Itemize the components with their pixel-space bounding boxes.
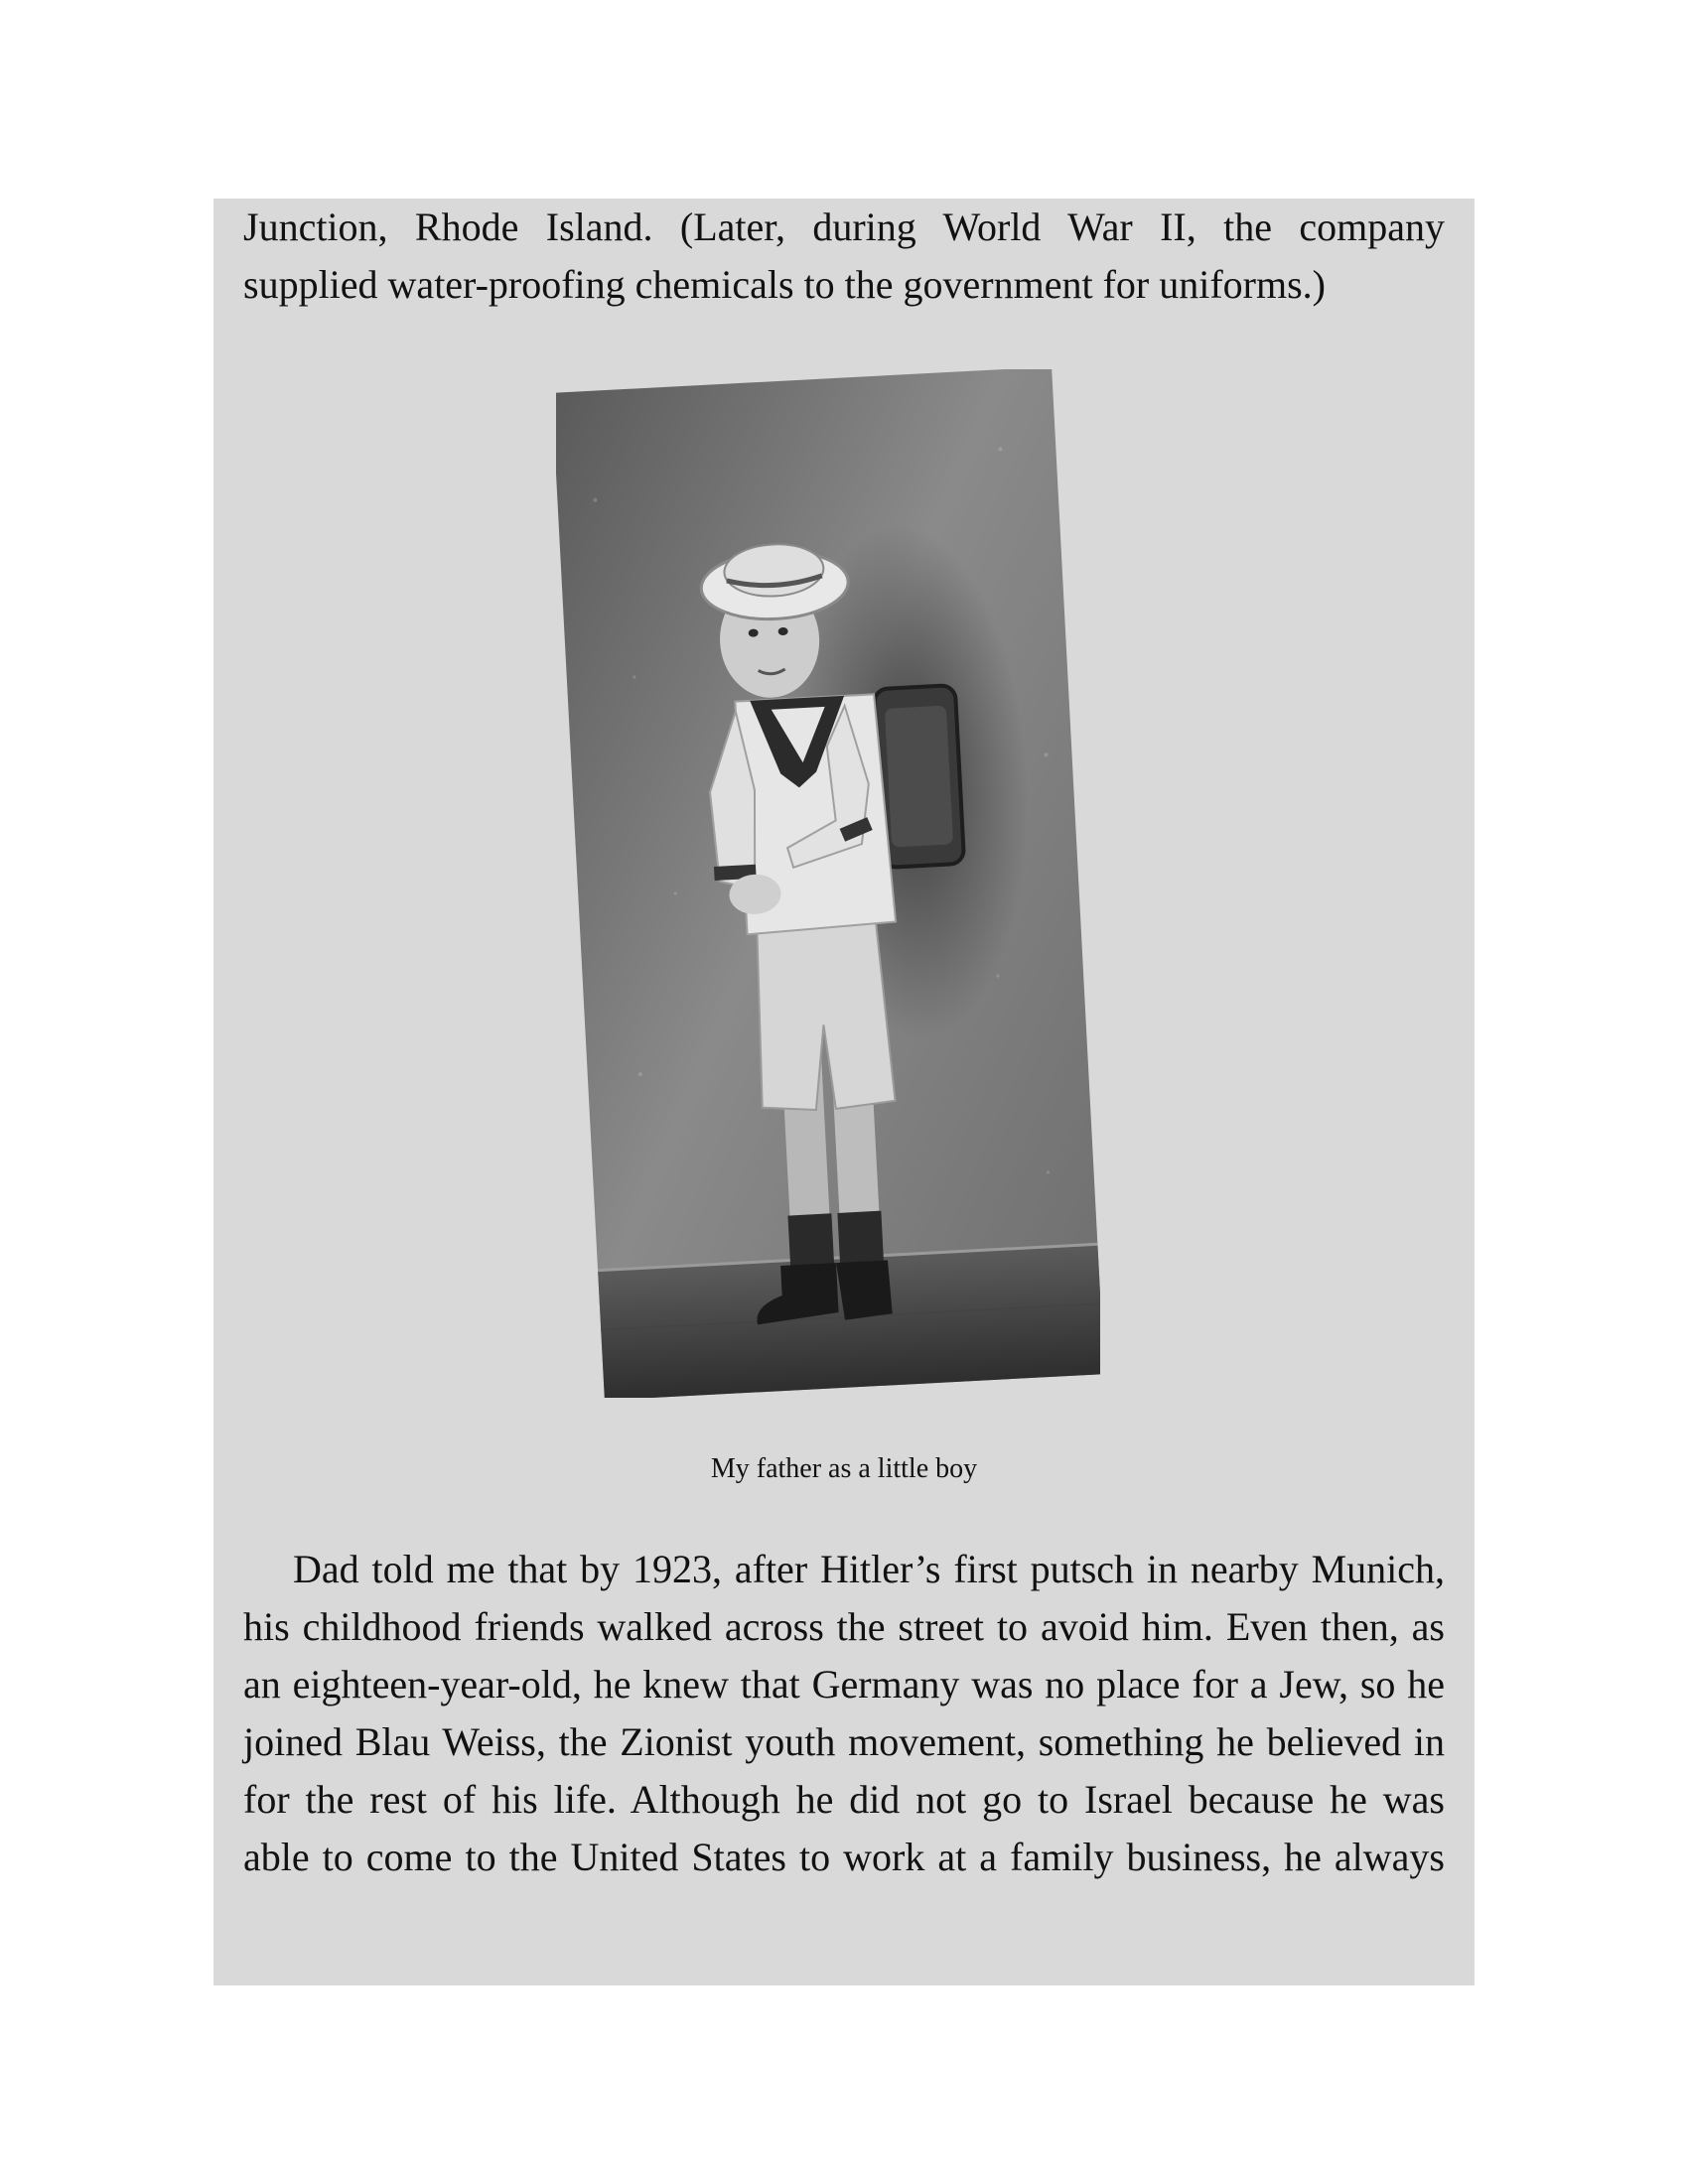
paragraph-line: an eighteen-year-old, he knew that Germany was no place for a Jew, so he (243, 1662, 1445, 1706)
paragraph-line: able to come to the United States to work at a family business, he always (243, 1835, 1445, 1879)
photo-caption: My father as a little boy (710, 1453, 978, 1484)
paragraph-bottom (243, 1541, 1445, 1886)
paragraph-line: his childhood friends walked across the street to avoid him. Even then, as (243, 1604, 1445, 1649)
paragraph-line: supplied water-proofing chemicals to the government for uniforms.) (243, 262, 1326, 307)
paragraph-line: Dad told me that by 1923, after Hitler’s first putsch in nearby Munich, (293, 1547, 1445, 1591)
paragraph-line: joined Blau Weiss, the Zionist youth movement, something he believed in (243, 1719, 1445, 1764)
page-panel (213, 199, 1475, 1985)
boy-photo-image (556, 369, 1100, 1398)
paragraph-line: Junction, Rhode Island. (Later, during World War II, the company (243, 205, 1445, 249)
paragraph-line: for the rest of his life. Although he did not go to Israel because he was (243, 1777, 1445, 1822)
paragraph-top (243, 199, 1445, 314)
photo-figure (556, 369, 1100, 1398)
